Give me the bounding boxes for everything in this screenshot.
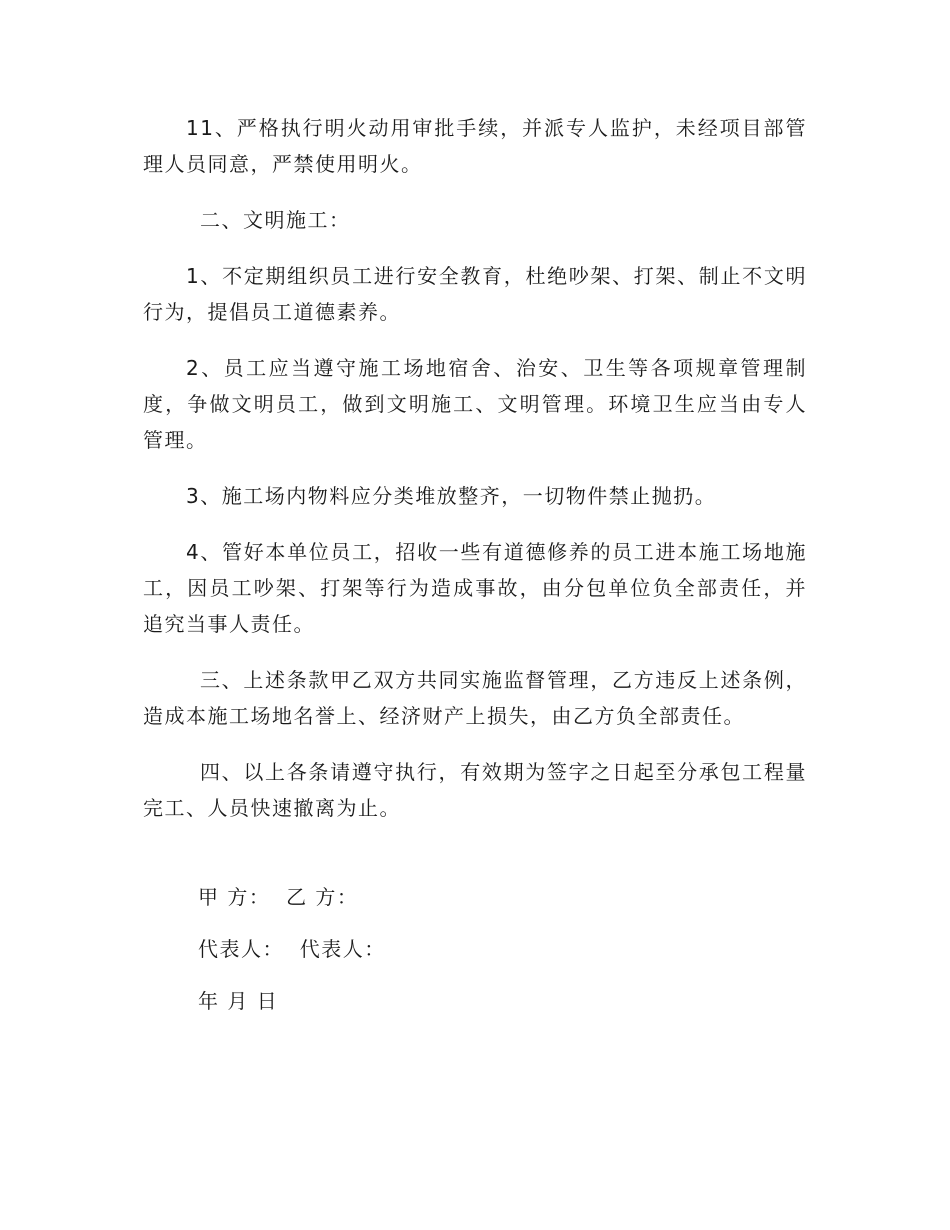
- document-body: [143, 110, 807, 846]
- paragraph-civil-1: 1、不定期组织员工进行安全教育，杜绝吵架、打架、制止不文明行为，提倡员工道德素养。: [143, 264, 807, 324]
- paragraph-section-4: 四、以上各条请遵守执行，有效期为签字之日起至分承包工程量完工、人员快速撤离为止。: [143, 760, 807, 820]
- paragraph-item-11: 11、严格执行明火动用审批手续，并派专人监护，未经项目部管理人员同意，严禁使用明火。: [143, 116, 807, 176]
- signature-date-line: 年 月 日: [198, 989, 279, 1013]
- signature-representatives-line: 代表人： 代表人：: [198, 937, 386, 961]
- paragraph-section-3: 三、上述条款甲乙双方共同实施监督管理，乙方违反上述条例，造成本施工场地名誉上、经济财产上损失，由乙方负全部责任。: [143, 668, 807, 728]
- paragraph-civil-4: 4、管好本单位员工，招收一些有道德修养的员工进本施工场地施工，因员工吵架、打架等行为造成事故，由分包单位负全部责任，并追究当事人责任。: [143, 540, 807, 636]
- signature-block: [198, 880, 386, 1036]
- paragraph-civil-2: 2、员工应当遵守施工场地宿舍、治安、卫生等各项规章管理制度，争做文明员工，做到文明施工、文明管理。环境卫生应当由专人管理。: [143, 356, 807, 452]
- signature-parties-line: 甲 方： 乙 方：: [198, 885, 359, 909]
- section-heading-civil-construction: 二、文明施工：: [200, 208, 351, 232]
- paragraph-civil-3: 3、施工场内物料应分类堆放整齐，一切物件禁止抛扔。: [186, 484, 717, 508]
